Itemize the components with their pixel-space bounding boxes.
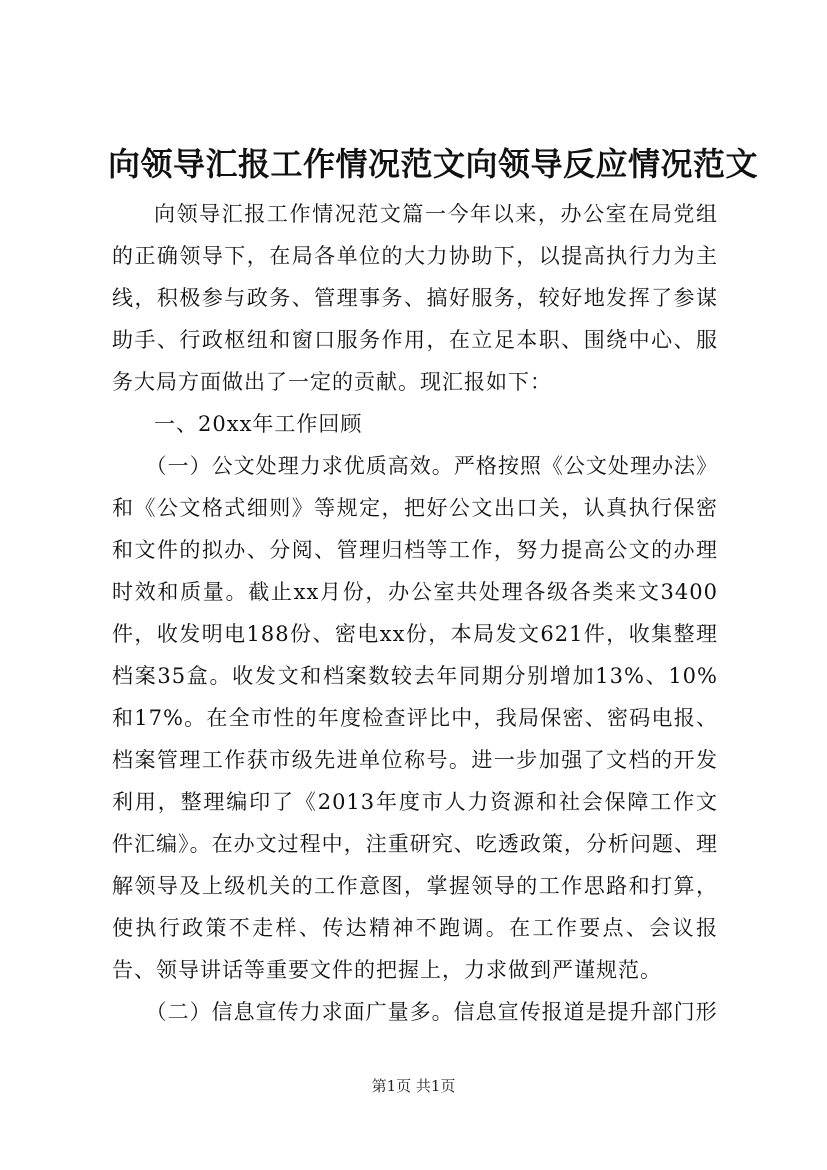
document-title: 向领导汇报工作情况范文向领导反应情况范文 — [108, 145, 759, 183]
paragraph-document-processing: （一）公文处理力求优质高效。严格按照《公文处理办法》和《公文格式细则》等规定，把好公文出口关，认真执行保密和文件的拟办、分阅、管理归档等工作，努力提高公文的办理时效和质量。截止xx月份，办公室共处理各级各类来文3400件，收发明电188份、密电xx份，本局发文621件，收集整理档案35盒。收发文和档案数较去年同期分别增加13%、10%和17%。在全市性的年度检查评比中，我局保密、密码电报、档案管理工作获市级先进单位称号。进一步加强了文档的开发利用，整理编印了《2013年度市人力资源和社会保障工作文件汇编》。在办文过程中，注重研究、吃透政策，分析问题、理解领导及上级机关的工作意图，掌握领导的工作思路和打算，使执行政策不走样、传达精神不跑调。在工作要点、会议报告、领导讲话等重要文件的把握上，力求做到严谨规范。 — [112, 454, 718, 982]
section-heading-review: 一、20xx年工作回顾 — [154, 412, 363, 436]
paragraph-intro: 向领导汇报工作情况范文篇一今年以来，办公室在局党组的正确领导下，在局各单位的大力协助下，以提高执行力为主线，积极参与政务、管理事务、搞好服务，较好地发挥了参谋助手、行政枢纽和窗口服务作用，在立足本职、围绕中心、服务大局方面做出了一定的贡献。现汇报如下： — [112, 202, 718, 394]
paragraph-information-publicity: （二）信息宣传力求面广量多。信息宣传报道是提升部门形 — [145, 1000, 718, 1024]
page-footer: 第1页 共1页 — [371, 1077, 456, 1095]
document-body — [112, 193, 718, 1033]
